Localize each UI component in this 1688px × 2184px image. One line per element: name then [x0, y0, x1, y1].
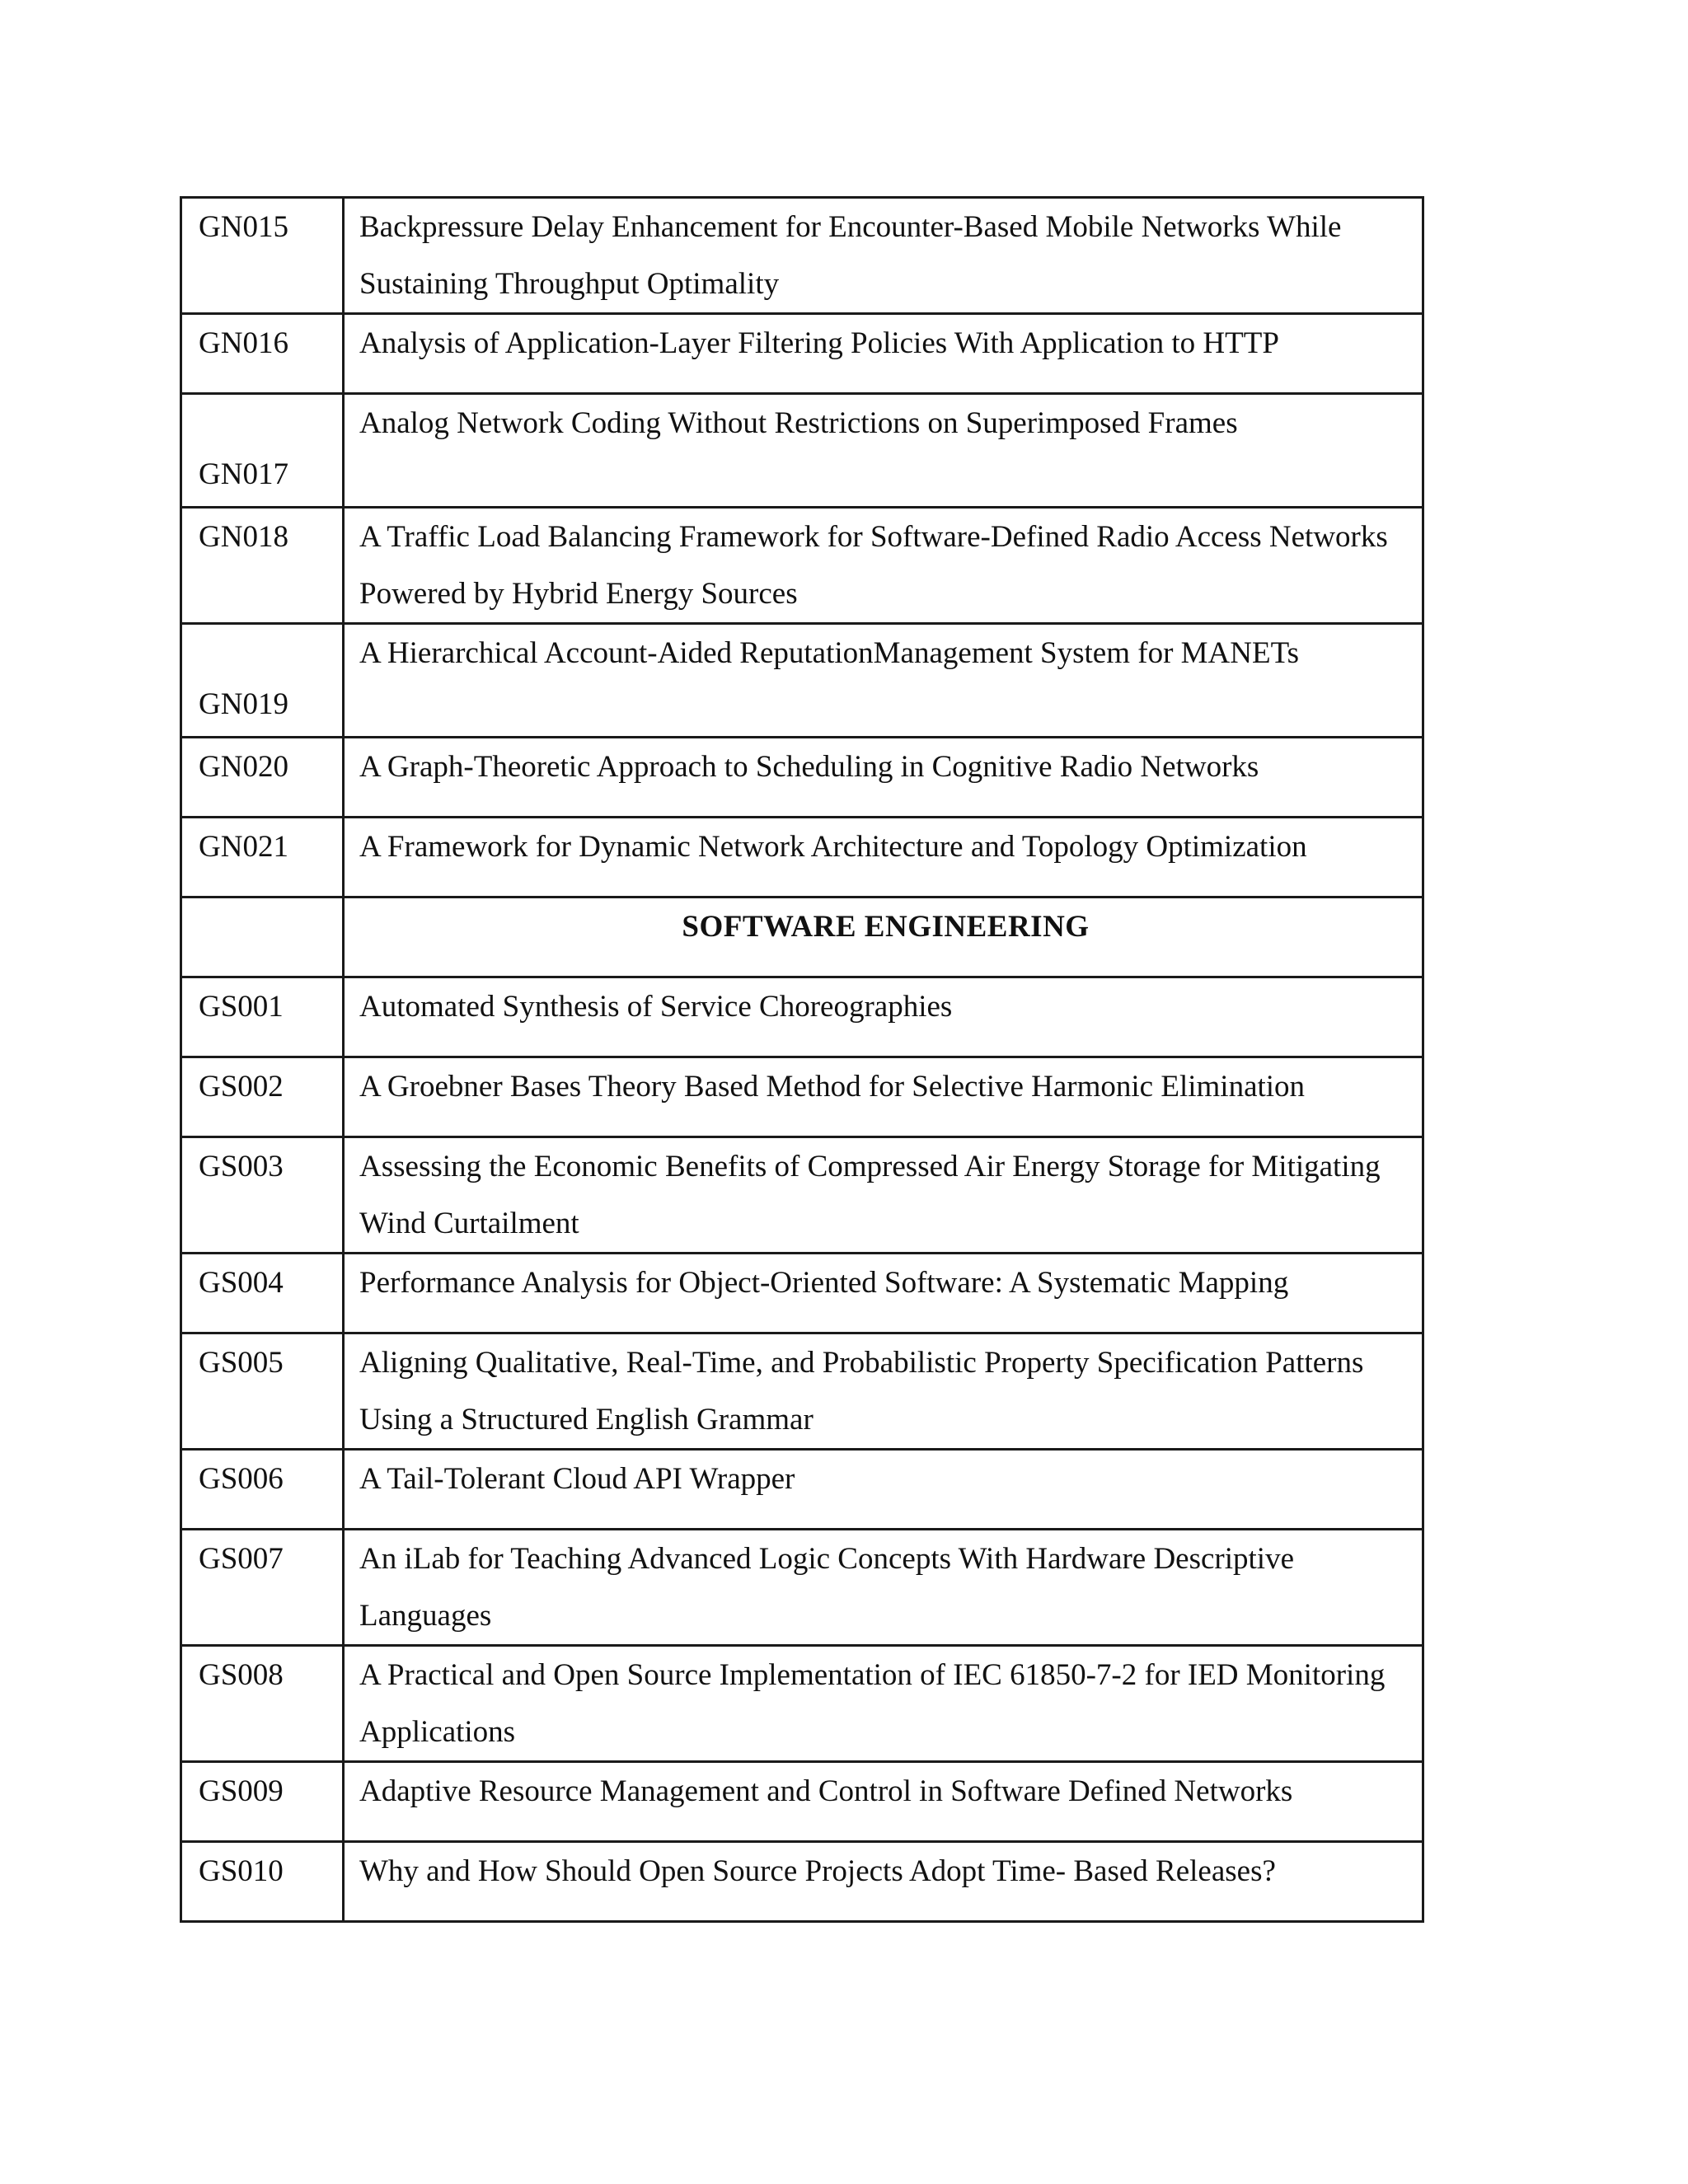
- project-code: GN018: [181, 508, 344, 624]
- table-row: [181, 394, 1423, 508]
- table-row: [181, 1646, 1423, 1762]
- table-row: [181, 1450, 1423, 1530]
- table-row: [181, 1057, 1423, 1137]
- project-code: GS007: [181, 1530, 344, 1646]
- project-title: A Traffic Load Balancing Framework for Software-Defined Radio Access Networks Powered by Hybrid Energy Sources: [344, 508, 1423, 624]
- project-title: Why and How Should Open Source Projects Adopt Time- Based Releases?: [344, 1842, 1423, 1922]
- project-code: GS002: [181, 1057, 344, 1137]
- table-row: [181, 508, 1423, 624]
- table-row: [181, 1254, 1423, 1333]
- project-code: GS009: [181, 1762, 344, 1842]
- table-row: [181, 198, 1423, 314]
- project-code: GN015: [181, 198, 344, 314]
- project-code: GN020: [181, 738, 344, 818]
- project-title: Automated Synthesis of Service Choreographies: [344, 977, 1423, 1057]
- project-title: An iLab for Teaching Advanced Logic Concepts With Hardware Descriptive Languages: [344, 1530, 1423, 1646]
- project-title: Assessing the Economic Benefits of Compressed Air Energy Storage for Mitigating Wind Curtailment: [344, 1137, 1423, 1254]
- table-row: [181, 1137, 1423, 1254]
- table-row: [181, 1842, 1423, 1922]
- project-title: Aligning Qualitative, Real-Time, and Probabilistic Property Specification Patterns Using a Structured English Grammar: [344, 1333, 1423, 1450]
- project-code: GS001: [181, 977, 344, 1057]
- project-title: Performance Analysis for Object-Oriented Software: A Systematic Mapping: [344, 1254, 1423, 1333]
- table-row: [181, 1530, 1423, 1646]
- project-title: Backpressure Delay Enhancement for Encounter-Based Mobile Networks While Sustaining Throughput Optimality: [344, 198, 1423, 314]
- project-code: GN019: [181, 624, 344, 738]
- table-row: [181, 314, 1423, 394]
- section-header-row: [181, 898, 1423, 977]
- project-list-table: [180, 196, 1424, 1923]
- project-code: GN016: [181, 314, 344, 394]
- table-row: [181, 818, 1423, 898]
- section-heading: SOFTWARE ENGINEERING: [344, 898, 1423, 977]
- project-title: Adaptive Resource Management and Control in Software Defined Networks: [344, 1762, 1423, 1842]
- project-code: GS010: [181, 1842, 344, 1922]
- table-row: [181, 1762, 1423, 1842]
- project-title: A Groebner Bases Theory Based Method for Selective Harmonic Elimination: [344, 1057, 1423, 1137]
- project-code: GN017: [181, 394, 344, 508]
- project-title: Analog Network Coding Without Restrictions on Superimposed Frames: [344, 394, 1423, 508]
- project-code: GS004: [181, 1254, 344, 1333]
- table-row: [181, 977, 1423, 1057]
- project-code: [181, 898, 344, 977]
- project-title: A Graph-Theoretic Approach to Scheduling in Cognitive Radio Networks: [344, 738, 1423, 818]
- project-code: GS005: [181, 1333, 344, 1450]
- project-title: A Practical and Open Source Implementation of IEC 61850-7-2 for IED Monitoring Applications: [344, 1646, 1423, 1762]
- project-title: Analysis of Application-Layer Filtering Policies With Application to HTTP: [344, 314, 1423, 394]
- project-title: A Hierarchical Account-Aided ReputationManagement System for MANETs: [344, 624, 1423, 738]
- project-code: GS008: [181, 1646, 344, 1762]
- table-row: [181, 1333, 1423, 1450]
- project-code: GS003: [181, 1137, 344, 1254]
- project-code: GS006: [181, 1450, 344, 1530]
- project-title: A Framework for Dynamic Network Architecture and Topology Optimization: [344, 818, 1423, 898]
- table-row: [181, 738, 1423, 818]
- table-row: [181, 624, 1423, 738]
- project-title: A Tail-Tolerant Cloud API Wrapper: [344, 1450, 1423, 1530]
- project-code: GN021: [181, 818, 344, 898]
